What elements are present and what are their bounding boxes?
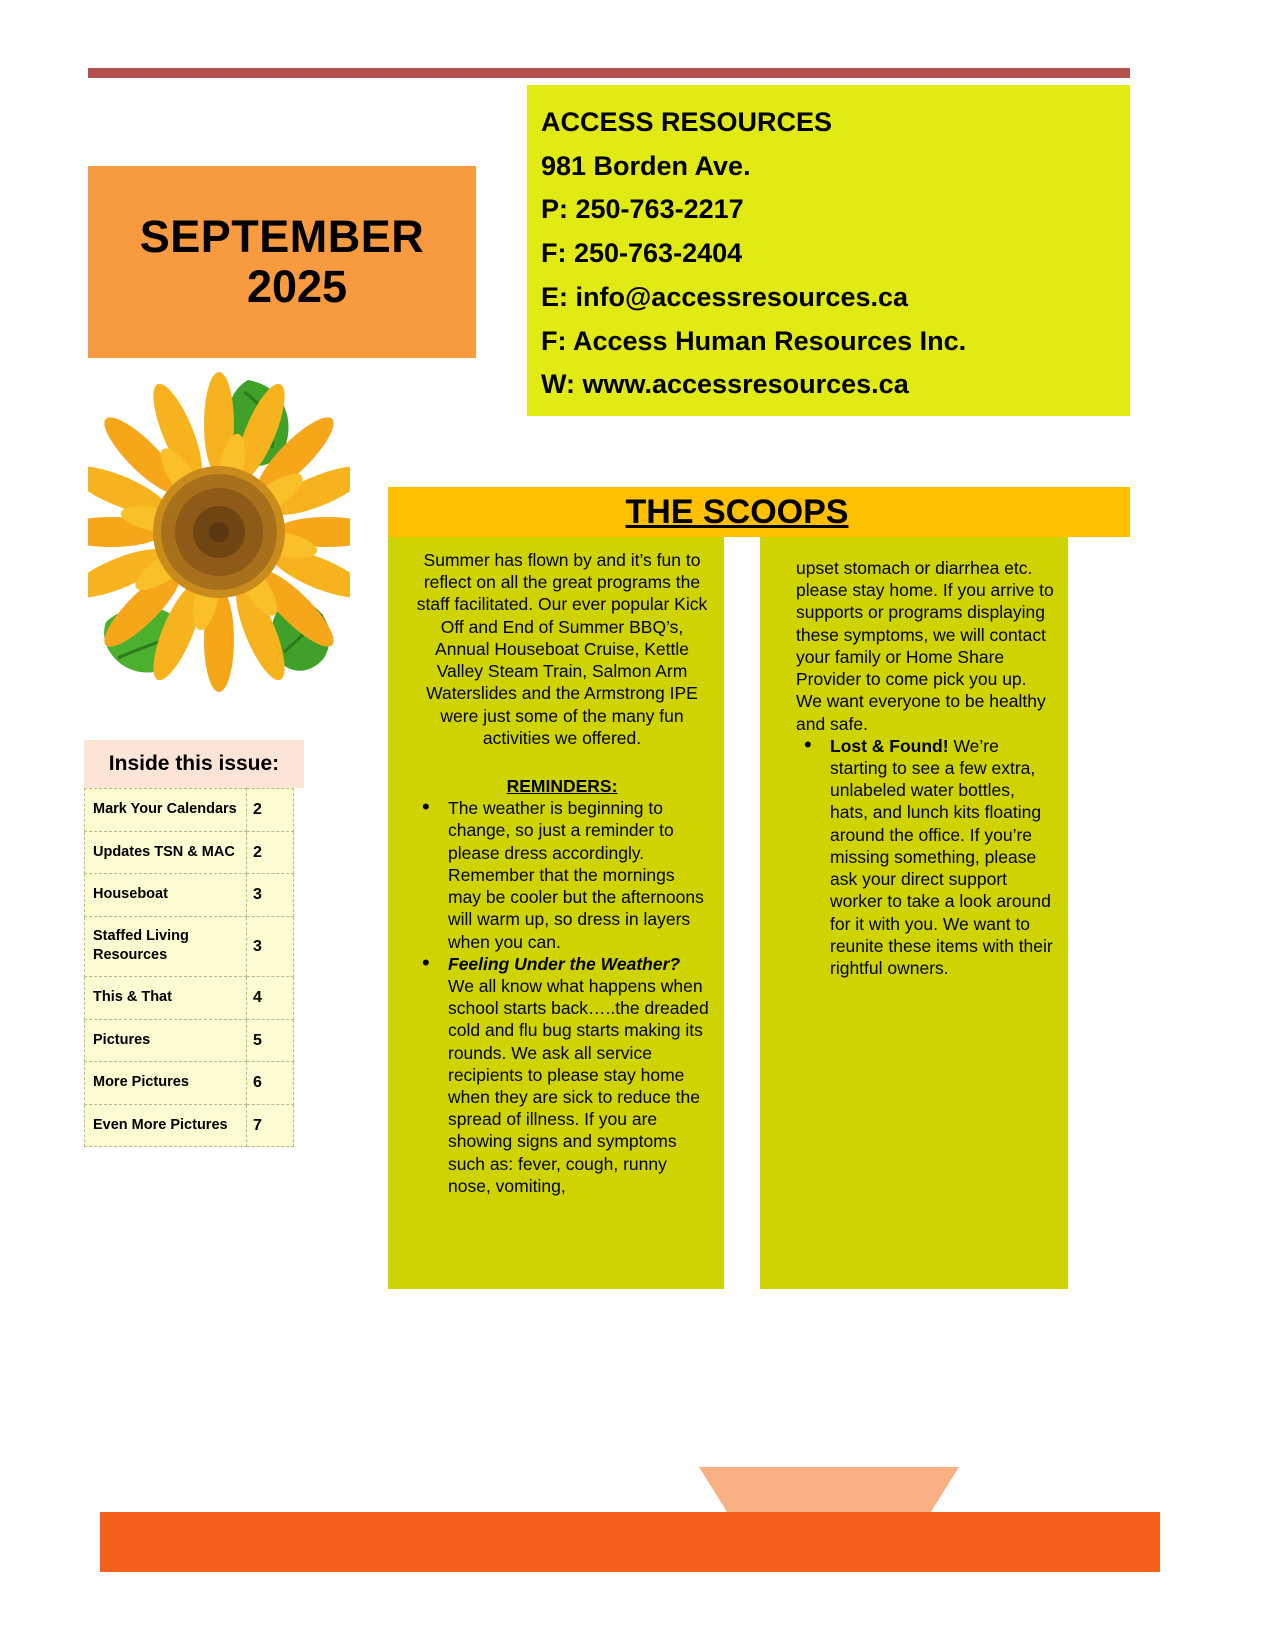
toc-page: 5 <box>247 1019 294 1062</box>
toc-label: Even More Pictures <box>85 1104 247 1147</box>
website-address: W: www.accessresources.ca <box>541 369 909 400</box>
toc-page: 3 <box>247 874 294 917</box>
article-column-right <box>760 537 1068 1289</box>
inside-this-issue-header <box>84 740 304 788</box>
table-row <box>85 1104 294 1147</box>
scoops-intro-paragraph: Summer has flown by and it’s fun to reflect on all the great programs the staff facilitated. Our ever popular Kick Off and End of Summer BBQ’s, Annual Houseboat Cruise, Kettle Valley Steam Train, Salmon Arm Waterslides and the Armstrong IPE were just some of the many fun activities we offered. <box>416 550 708 748</box>
bullet-weather: • The weather is beginning to change, so just a reminder to please dress accordingly. Remember that the mornings may be cooler but the afternoons will warm up, so dress in layers when you can. <box>414 797 710 953</box>
toc-label: Mark Your Calendars <box>85 789 247 832</box>
table-row <box>85 976 294 1019</box>
phone-number: P: 250-763-2217 <box>541 194 744 225</box>
facebook-name: F: Access Human Resources Inc. <box>541 325 967 356</box>
table-row <box>85 916 294 976</box>
bullet-lost-and-found-lead: Lost & Found! <box>830 735 949 756</box>
bullet-under-the-weather-lead: Feeling Under the Weather? <box>448 953 681 974</box>
bullet-lost-and-found-body: We’re starting to see a few extra, unlabeled water bottles, hats, and lunch kits floating around the office. If you’re missing something, please ask your direct support worker to take a look around for it with you. We want to reunite these items with their rightful owners. <box>830 735 1053 978</box>
street-address: 981 Borden Ave. <box>541 150 751 181</box>
table-row <box>85 874 294 917</box>
toc-page: 7 <box>247 1104 294 1147</box>
toc-page: 3 <box>247 916 294 976</box>
table-row <box>85 1062 294 1105</box>
table-row <box>85 831 294 874</box>
inside-this-issue-title: Inside this issue: <box>108 752 280 775</box>
toc-page: 2 <box>247 789 294 832</box>
issue-month: SEPTEMBER <box>139 210 425 262</box>
bullet-lost-and-found <box>796 735 1054 979</box>
table-row <box>85 789 294 832</box>
table-of-contents <box>84 788 294 1147</box>
email-address: E: info@accessresources.ca <box>541 281 909 312</box>
bullet-under-the-weather-body: We all know what happens when school starts back…..the dreaded cold and flu bug starts making its rounds. We ask all service recipients to please stay home when they are sick to reduce the spread of illness. If you are showing signs and symptoms such as: fever, cough, runny nose, vomiting, <box>448 975 709 1196</box>
issue-year: 2025 <box>246 261 348 312</box>
contact-info-box <box>527 85 1130 416</box>
footer-trapezoid-accent <box>699 1467 959 1517</box>
fax-number: F: 250-763-2404 <box>541 238 743 269</box>
issue-month-box <box>88 166 476 358</box>
organization-name: ACCESS RESOURCES <box>541 107 833 137</box>
toc-page: 2 <box>247 831 294 874</box>
scoops-banner-title: THE SCOOPS <box>625 493 849 531</box>
toc-label: More Pictures <box>85 1062 247 1105</box>
continued-paragraph: upset stomach or diarrhea etc. please stay home. If you arrive to supports or programs displaying these symptoms, we will contact your family or Home Share Provider to come pick you up. We want everyone to be healthy and safe. <box>796 558 1054 734</box>
toc-page: 4 <box>247 976 294 1019</box>
sunflower-image <box>88 372 350 712</box>
toc-label: Staffed Living Resources <box>85 916 247 976</box>
scoops-banner <box>388 487 1130 537</box>
toc-page: 6 <box>247 1062 294 1105</box>
article-column-left <box>388 537 724 1289</box>
reminders-heading: REMINDERS: <box>506 775 618 796</box>
toc-label: Houseboat <box>85 874 247 917</box>
toc-label: Updates TSN & MAC <box>85 831 247 874</box>
footer-bar <box>100 1512 1160 1572</box>
top-divider-rule <box>88 68 1130 78</box>
toc-label: Pictures <box>85 1019 247 1062</box>
bullet-under-the-weather <box>414 953 710 1197</box>
table-row <box>85 1019 294 1062</box>
toc-label: This & That <box>85 976 247 1019</box>
